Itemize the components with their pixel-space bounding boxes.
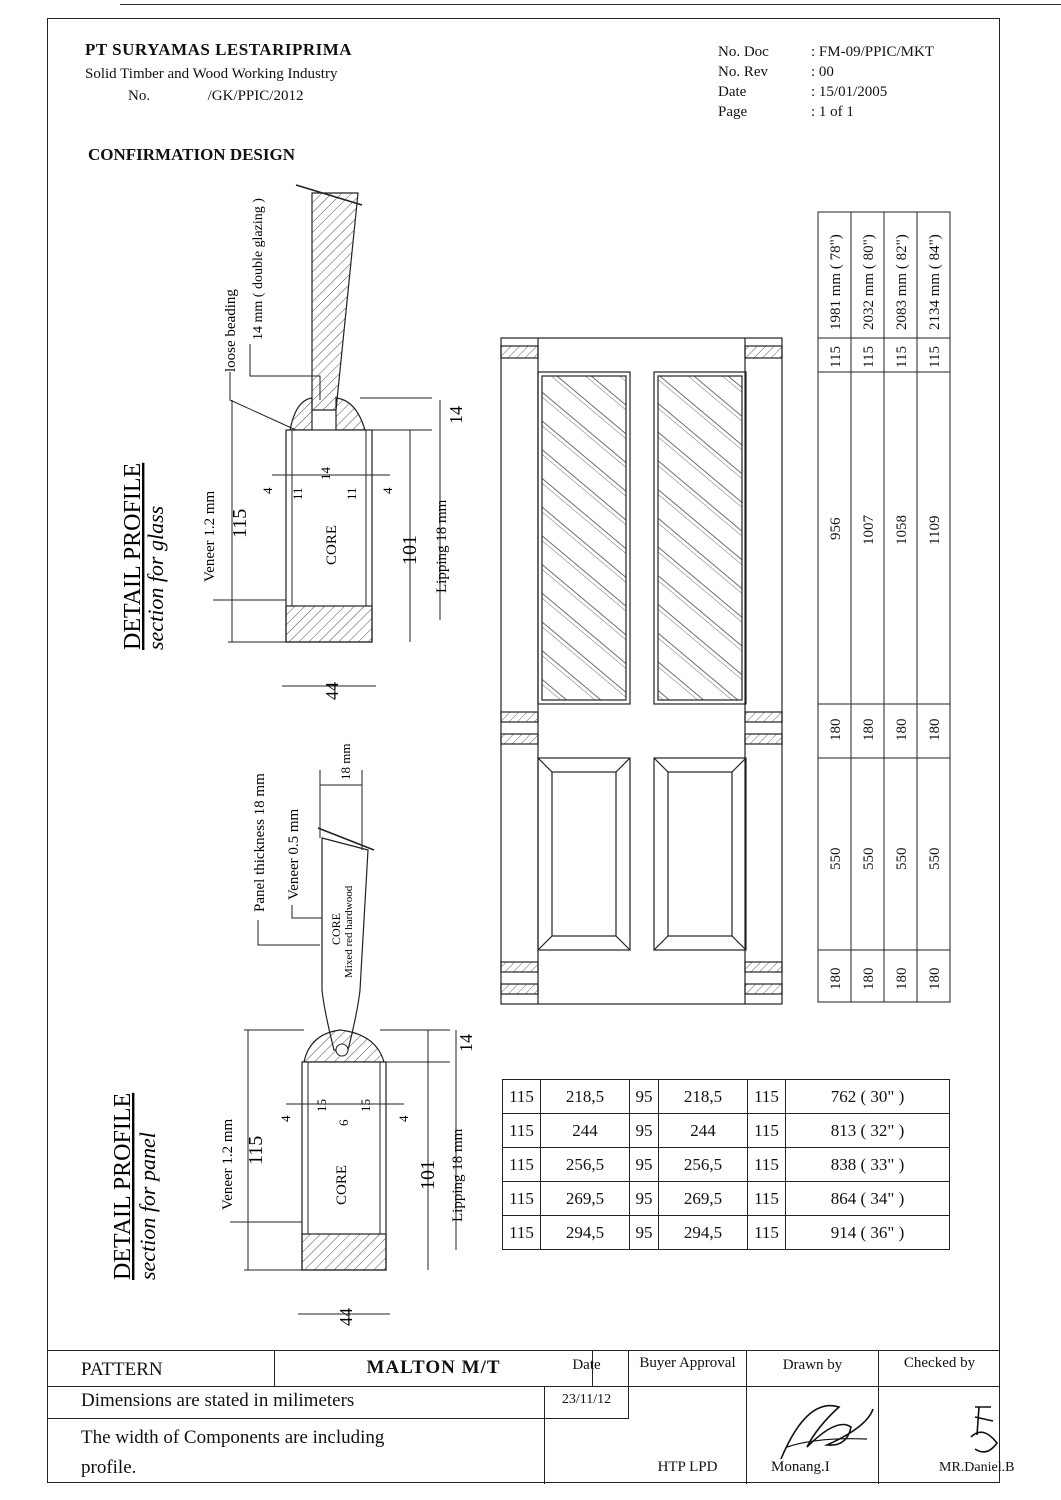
table-cell: 244: [659, 1114, 748, 1148]
height-panel: 550: [894, 847, 910, 870]
width-note: [47, 1419, 545, 1484]
table-cell: 115: [748, 1080, 786, 1114]
rail-stripe: [501, 734, 538, 744]
panel-dim-small: 15: [358, 1099, 373, 1112]
height-top: 115: [861, 346, 877, 368]
panel-bevel: [616, 758, 630, 772]
table-cell: 115: [503, 1182, 541, 1216]
glass-lipping-label: Lipping 18 mm: [434, 499, 450, 593]
rail-stripe: [501, 346, 538, 358]
table-cell: 914 ( 36" ): [786, 1216, 950, 1250]
checked-by-cell: [879, 1387, 1015, 1484]
table-row: [503, 1148, 950, 1182]
table-cell: 95: [630, 1114, 659, 1148]
table-cell: 95: [630, 1148, 659, 1182]
panel-dim-101: 101: [417, 1160, 439, 1190]
height-rail-top: 1109: [927, 515, 943, 545]
date-label: Date: [545, 1351, 629, 1387]
glass-dim-44: 44: [322, 682, 342, 700]
height-mid: 180: [828, 718, 844, 741]
glass-profile-title: DETAIL PROFILE: [120, 462, 146, 650]
company-subtitle: Solid Timber and Wood Working Industry: [85, 66, 338, 82]
checked-by-label: Checked by: [879, 1351, 1000, 1387]
height-top: 115: [927, 346, 943, 368]
table-cell: 864 ( 34" ): [786, 1182, 950, 1216]
date-value: 23/11/12: [545, 1387, 629, 1419]
doc-info-value: : 1 of 1: [811, 104, 854, 120]
table-cell: 838 ( 33" ): [786, 1148, 950, 1182]
height-mid: 180: [894, 718, 910, 741]
panel-groove: [336, 1044, 348, 1056]
doc-info-value: : 00: [811, 64, 834, 80]
panel-lipping-label: Lipping 18 mm: [450, 1128, 466, 1222]
buyer-approval-label: Buyer Approval: [629, 1351, 747, 1387]
height-panel: 550: [861, 847, 877, 870]
glass-profile-section: [120, 185, 466, 700]
doc-info-value: : FM-09/PPIC/MKT: [811, 44, 934, 60]
panel-bevel: [654, 758, 668, 772]
table-cell: 256,5: [541, 1148, 630, 1182]
rail-stripe: [745, 712, 782, 722]
panel-bevel: [538, 936, 552, 950]
rail-stripe: [745, 734, 782, 744]
checked-signature: [879, 1387, 999, 1467]
glass-dim-small: 14: [318, 467, 333, 480]
table-cell: 294,5: [659, 1216, 748, 1250]
table-cell: 115: [503, 1080, 541, 1114]
height-mid: 180: [927, 718, 943, 741]
doc-info-value: : 15/01/2005: [811, 84, 888, 100]
height-table-text: [828, 234, 943, 990]
glazing-label: 14 mm ( double glazing ): [251, 198, 266, 340]
height-mid: 180: [861, 718, 877, 741]
height-bottom: 180: [861, 967, 877, 990]
table-cell: 294,5: [541, 1216, 630, 1250]
table-cell: 95: [630, 1080, 659, 1114]
glass-dim-small: 4: [260, 487, 275, 494]
table-cell: 269,5: [541, 1182, 630, 1216]
table-cell: 244: [541, 1114, 630, 1148]
width-note-line-2: profile.: [81, 1457, 137, 1478]
checked-by-value: MR.Daniel.B: [939, 1460, 1015, 1475]
rail-stripe: [501, 712, 538, 722]
panel-bevel: [732, 758, 746, 772]
table-cell: 95: [630, 1182, 659, 1216]
doc-info-label: Date: [718, 84, 747, 100]
height-total: 1981 mm ( 78"): [828, 234, 844, 330]
table-cell: 813 ( 32" ): [786, 1114, 950, 1148]
glass-dim-14: 14: [446, 406, 466, 424]
drawn-signature: [747, 1387, 877, 1467]
doc-info-label: No. Doc: [718, 44, 769, 60]
table-cell: 115: [503, 1216, 541, 1250]
rail-stripe: [745, 346, 782, 358]
leader-line: [292, 905, 322, 918]
pattern-value: MALTON M/T: [275, 1351, 593, 1387]
glass-panel-right-inner: [658, 376, 742, 700]
panel-bevel: [654, 936, 668, 950]
panel-core-desc: Mixed red hardwood: [343, 885, 355, 978]
panel-profile-subtitle: section for panel: [135, 1132, 160, 1280]
glass-dim-101: 101: [399, 535, 421, 565]
height-rail-top: 1058: [894, 515, 910, 545]
rail-stripe: [745, 984, 782, 994]
panel-thickness-label: Panel thickness 18 mm: [252, 773, 268, 912]
glass-core-label: CORE: [324, 524, 340, 565]
panel-veneer-small-label: Veneer 0.5 mm: [286, 808, 302, 900]
panel-dim-14: 14: [456, 1034, 476, 1052]
panel-profile-section: [110, 744, 476, 1326]
glass-pane: [312, 193, 358, 410]
height-total: 2134 mm ( 84"): [927, 234, 943, 330]
rail-stripe: [501, 984, 538, 994]
raised-panel-left-field: [552, 772, 616, 936]
panel-bevel: [616, 936, 630, 950]
company-name: PT SURYAMAS LESTARIPRIMA: [85, 40, 353, 59]
panel-dim-small: 4: [278, 1115, 293, 1122]
glass-dim-small: 11: [344, 487, 359, 500]
height-total: 2083 mm ( 82"): [894, 234, 910, 330]
glass-dim-115: 115: [229, 508, 251, 538]
document-number-label: No.: [128, 88, 151, 104]
doc-info-label: Page: [718, 104, 748, 120]
height-top: 115: [828, 346, 844, 368]
panel-dim-small: 4: [396, 1115, 411, 1122]
panel-dim-44: 44: [336, 1308, 356, 1326]
table-cell: 115: [748, 1216, 786, 1250]
table-cell: 218,5: [541, 1080, 630, 1114]
height-panel: 550: [828, 847, 844, 870]
table-cell: 762 ( 30" ): [786, 1080, 950, 1114]
width-note-line-1: The width of Components are including: [81, 1427, 385, 1448]
pattern-label: PATTERN: [47, 1351, 275, 1387]
drawn-by-cell: [747, 1387, 879, 1484]
height-bottom: 180: [828, 967, 844, 990]
buyer-approval-cell: [629, 1387, 747, 1484]
table-cell: 115: [748, 1114, 786, 1148]
width-table: [502, 1079, 950, 1250]
glass-dim-small: 4: [380, 487, 395, 494]
table-cell: 95: [630, 1216, 659, 1250]
dimensions-note: Dimensions are stated in milimeters: [47, 1387, 545, 1419]
glass-lipping: [286, 606, 372, 642]
table-row: [503, 1182, 950, 1216]
height-bottom: 180: [894, 967, 910, 990]
raised-panel-right-field: [668, 772, 732, 936]
rail-stripe: [501, 962, 538, 972]
leader-line: [230, 372, 296, 430]
door-elevation: [501, 338, 782, 1004]
panel-lipping: [302, 1234, 386, 1270]
page-title: CONFIRMATION DESIGN: [88, 145, 296, 164]
panel-veneer-label: Veneer 1.2 mm: [220, 1118, 236, 1210]
drawn-by-label: Drawn by: [747, 1351, 879, 1387]
glass-profile-subtitle: section for glass: [143, 505, 168, 650]
panel-core-label: CORE: [329, 912, 343, 945]
doc-info-label: No. Rev: [718, 64, 768, 80]
table-row: [503, 1216, 950, 1250]
drawn-by-value: Monang.I: [771, 1459, 830, 1475]
height-total: 2032 mm ( 80"): [861, 234, 877, 330]
table-row: [503, 1114, 950, 1148]
rail-stripe: [745, 962, 782, 972]
table-cell: 115: [503, 1114, 541, 1148]
panel-stile-core-label: CORE: [334, 1164, 350, 1205]
glass-dim-small: 11: [290, 487, 305, 500]
panel-bevel: [538, 758, 552, 772]
table-cell: 269,5: [659, 1182, 748, 1216]
leader-line: [250, 344, 320, 400]
height-rail-top: 1007: [861, 515, 877, 545]
panel-dim-small: 15: [314, 1099, 329, 1112]
title-block: [47, 1350, 1015, 1484]
table-cell: 256,5: [659, 1148, 748, 1182]
glass-veneer-label: Veneer 1.2 mm: [202, 490, 218, 582]
table-cell: 115: [748, 1182, 786, 1216]
table-cell: 115: [503, 1148, 541, 1182]
loose-beading-label: loose beading: [223, 289, 239, 372]
buyer-approval-value: HTP LPD: [657, 1459, 718, 1475]
panel-dim-18: 18 mm: [338, 743, 353, 780]
document-number-value: /GK/PPIC/2012: [207, 88, 304, 104]
glass-panel-left-inner: [542, 376, 626, 700]
height-top: 115: [894, 346, 910, 368]
height-bottom: 180: [927, 967, 943, 990]
panel-profile-title: DETAIL PROFILE: [110, 1092, 136, 1280]
panel-dim-small: 6: [336, 1119, 351, 1126]
table-row: [503, 1080, 950, 1114]
height-rail-top: 956: [828, 517, 844, 540]
height-panel: 550: [927, 847, 943, 870]
leader-line: [258, 920, 320, 945]
panel-bevel: [732, 936, 746, 950]
panel-dim-115: 115: [245, 1135, 267, 1165]
table-cell: 218,5: [659, 1080, 748, 1114]
table-cell: 115: [748, 1148, 786, 1182]
